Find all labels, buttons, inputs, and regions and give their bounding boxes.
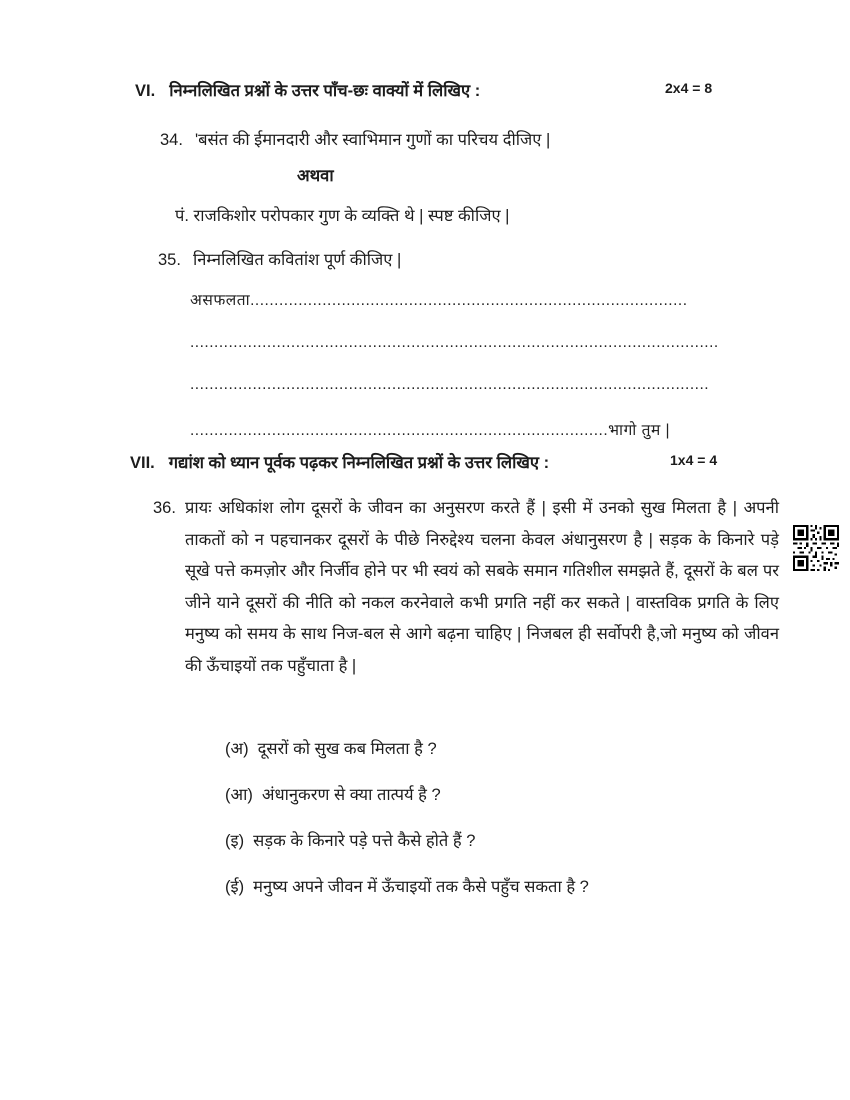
section-vi-title: निम्नलिखित प्रश्नों के उत्तर पाँच-छः वाक्यों में लिखिए :	[169, 82, 481, 100]
sub-question-label: (अ)	[225, 740, 249, 758]
poem-line: असफलता...........................................................................................	[190, 292, 688, 309]
qr-code-image	[793, 525, 839, 571]
poem-line: ............................................................................................................	[190, 376, 710, 393]
sub-question-text: सड़क के किनारे पड़े पत्ते कैसे होते हैं ?	[253, 832, 476, 850]
section-vi-number: VI.	[135, 82, 156, 100]
sub-question-text: अंधानुकरण से क्या तात्पर्य है ?	[261, 786, 441, 804]
sub-question	[225, 782, 589, 805]
sub-question	[225, 874, 589, 897]
question-35	[158, 247, 401, 270]
poem-line: .......................................................................................भागो तुम |	[190, 422, 671, 439]
qr-code	[793, 525, 839, 571]
or-label: अथवा	[297, 167, 334, 185]
poem-blank-lines	[190, 288, 719, 464]
question-35-number: 35.	[158, 251, 181, 269]
question-34	[160, 127, 550, 150]
sub-question	[225, 736, 589, 759]
section-vii-heading	[130, 450, 549, 473]
sub-question-label: (ई)	[225, 878, 245, 896]
sub-question-text: मनुष्य अपने जीवन में ऊँचाइयों तक कैसे पहुँच सकता है ?	[253, 878, 589, 896]
question-36-sub-questions	[225, 736, 589, 920]
section-vi-marks: 2x4 = 8	[665, 80, 713, 96]
sub-question-label: (इ)	[225, 832, 245, 850]
question-36-passage: प्रायः अधिकांश लोग दूसरों के जीवन का अनुसरण करते हैं | इसी में उनको सुख मिलता है | अपनी ताकतों को न पहचानकर दूसरों के पीछे निरुद्देश्य चलना केवल अंधानुसरण है | सड़क के किनारे पड़े सूखे पत्ते कमज़ोर और निर्जीव होने पर भी स्वयं को सबके समान गतिशील समझते हैं, दूसरों के बल पर जीने याने दूसरों की नीति को नकल करनेवाले कभी प्रगति नहीं कर सकते | वास्तविक प्रगति के लिए मनुष्य को समय के साथ निज-बल से आगे बढ़ना चाहिए | निजबल ही सर्वोपरी है,जो मनुष्य को जीवन की ऊँचाइयों तक पहुँचाता है |	[185, 499, 779, 675]
poem-line: ..............................................................................................................	[190, 334, 719, 351]
sub-question-text: दूसरों को सुख कब मिलता है ?	[257, 740, 437, 758]
section-vii-number: VII.	[130, 454, 155, 472]
sub-question-label: (आ)	[225, 786, 253, 804]
question-34-number: 34.	[160, 131, 183, 149]
question-34-text: 'बसंत की ईमानदारी और स्वाभिमान गुणों का परिचय दीजिए |	[194, 131, 551, 149]
section-vii-title: गद्यांश को ध्यान पूर्वक पढ़कर निम्नलिखित प्रश्नों के उत्तर लिखिए :	[168, 454, 550, 472]
sub-question	[225, 828, 589, 851]
section-vi-heading	[135, 78, 480, 101]
question-36-number: 36.	[153, 499, 176, 517]
question-35-text: निम्नलिखित कवितांश पूर्ण कीजिए |	[192, 251, 402, 269]
question-36	[153, 493, 779, 682]
question-34-alternative: पं. राजकिशोर परोपकार गुण के व्यक्ति थे | स्पष्ट कीजिए |	[175, 207, 510, 225]
section-vii-marks: 1x4 = 4	[670, 452, 718, 468]
